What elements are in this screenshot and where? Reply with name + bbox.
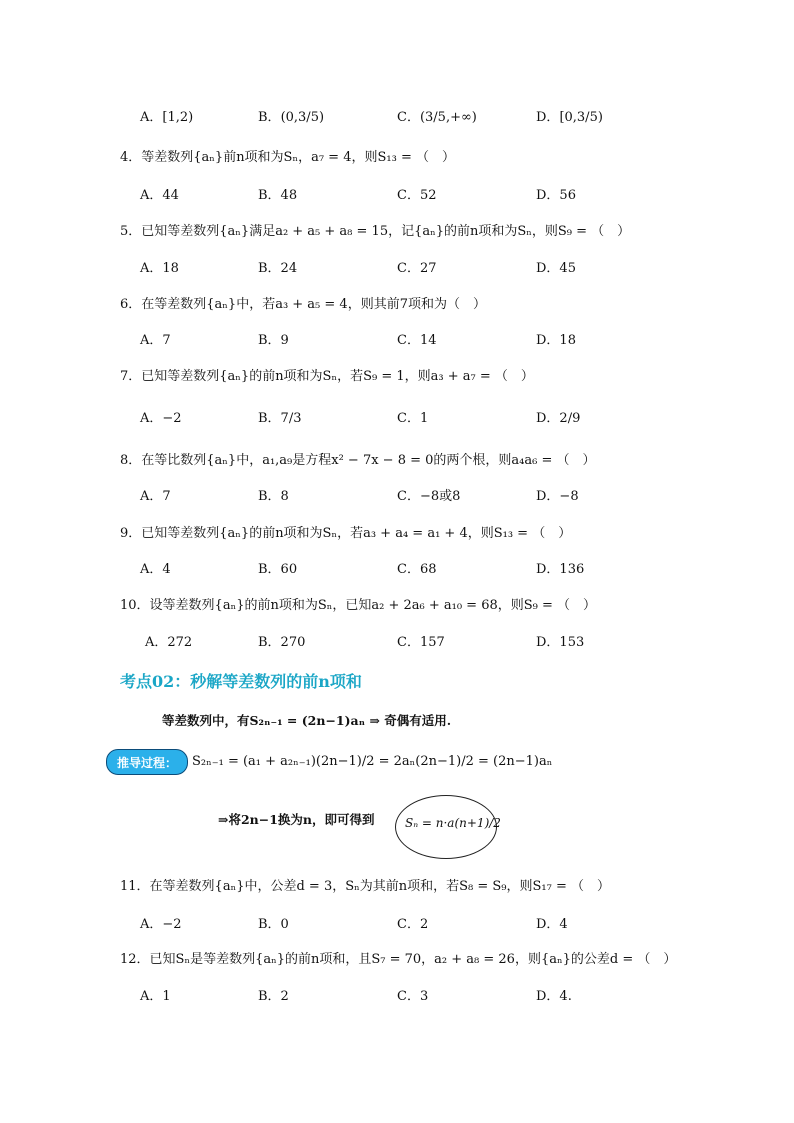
question-10-stem: 10．设等差数列{aₙ}的前n项和为Sₙ，已知a₂ + 2a₆ + a₁₀ = 68，则S₉ = （ ） (120, 598, 597, 613)
q5-option-a: A．18 (140, 261, 179, 276)
q10-option-b: B．270 (258, 635, 306, 650)
question-8-stem: 8．在等比数列{aₙ}中，a₁,a₉是方程x² − 7x − 8 = 0的两个根，则a₄a₆ = （ ） (120, 453, 596, 468)
q10-option-c: C．157 (397, 635, 445, 650)
question-4-stem: 4．等差数列{aₙ}前n项和为Sₙ，a₇ = 4，则S₁₃ = （ ） (120, 150, 455, 165)
q10-option-a: A．272 (145, 635, 193, 650)
question-12-stem: 12．已知Sₙ是等差数列{aₙ}的前n项和，且S₇ = 70，a₂ + a₈ = 26，则{aₙ}的公差d = （ ） (120, 952, 677, 967)
q5-option-d: D．45 (536, 261, 576, 276)
q3-option-b: B．(0,3/5) (258, 110, 325, 125)
derivation-formula: S₂ₙ₋₁ = (a₁ + a₂ₙ₋₁)(2n−1)/2 = 2aₙ(2n−1)/2 = (2n−1)aₙ (192, 754, 553, 769)
q4-option-c: C．52 (397, 188, 437, 203)
q8-option-b: B．8 (258, 489, 289, 504)
q6-option-a: A．7 (140, 333, 171, 348)
q11-option-a: A．−2 (140, 917, 182, 932)
q4-option-b: B．48 (258, 188, 298, 203)
q7-option-d: D．2/9 (536, 411, 581, 426)
q3-option-a: A．[1,2) (140, 110, 194, 125)
derivation-badge: 推导过程： (106, 749, 188, 775)
question-5-stem: 5．已知等差数列{aₙ}满足a₂ + a₅ + a₈ = 15，记{aₙ}的前n项和为Sₙ，则S₉ = （ ） (120, 224, 631, 239)
q9-option-c: C．68 (397, 562, 437, 577)
q8-option-a: A．7 (140, 489, 171, 504)
section-rule: 等差数列中，有S₂ₙ₋₁ = (2n−1)aₙ ⇒ 奇偶有适用. (162, 713, 452, 728)
q6-option-b: B．9 (258, 333, 289, 348)
q11-option-c: C．2 (397, 917, 429, 932)
q12-option-c: C．3 (397, 989, 429, 1004)
q12-option-a: A．1 (140, 989, 171, 1004)
circled-formula: Sₙ = n·a(n+1)/2 (405, 816, 501, 830)
q6-option-d: D．18 (536, 333, 576, 348)
derivation-conclusion: ⇒将2n−1换为n，即可得到 (218, 812, 375, 827)
q7-option-b: B．7/3 (258, 411, 302, 426)
question-6-stem: 6．在等差数列{aₙ}中，若a₃ + a₅ = 4，则其前7项和为（ ） (120, 297, 486, 312)
q5-option-c: C．27 (397, 261, 437, 276)
q4-option-a: A．44 (140, 188, 179, 203)
q3-option-c: C．(3/5,+∞) (397, 110, 477, 125)
question-7-stem: 7．已知等差数列{aₙ}的前n项和为Sₙ，若S₉ = 1，则a₃ + a₇ = （ ） (120, 369, 534, 384)
q9-option-d: D．136 (536, 562, 585, 577)
q9-option-b: B．60 (258, 562, 298, 577)
q12-option-d: D．4. (536, 989, 572, 1004)
q7-option-a: A．−2 (140, 411, 182, 426)
q11-option-d: D．4 (536, 917, 568, 932)
q8-option-d: D．−8 (536, 489, 579, 504)
q5-option-b: B．24 (258, 261, 298, 276)
q7-option-c: C．1 (397, 411, 429, 426)
section-title: 考点02：秒解等差数列的前n项和 (120, 672, 362, 691)
q6-option-c: C．14 (397, 333, 437, 348)
q12-option-b: B．2 (258, 989, 289, 1004)
q9-option-a: A．4 (140, 562, 171, 577)
question-11-stem: 11．在等差数列{aₙ}中，公差d = 3，Sₙ为其前n项和，若S₈ = S₉，则S₁₇ = （ ） (120, 879, 610, 894)
question-9-stem: 9．已知等差数列{aₙ}的前n项和为Sₙ，若a₃ + a₄ = a₁ + 4，则S₁₃ = （ ） (120, 526, 572, 541)
q11-option-b: B．0 (258, 917, 289, 932)
q8-option-c: C．−8或8 (397, 489, 461, 504)
q4-option-d: D．56 (536, 188, 576, 203)
q10-option-d: D．153 (536, 635, 585, 650)
q3-option-d: D．[0,3/5) (536, 110, 603, 125)
